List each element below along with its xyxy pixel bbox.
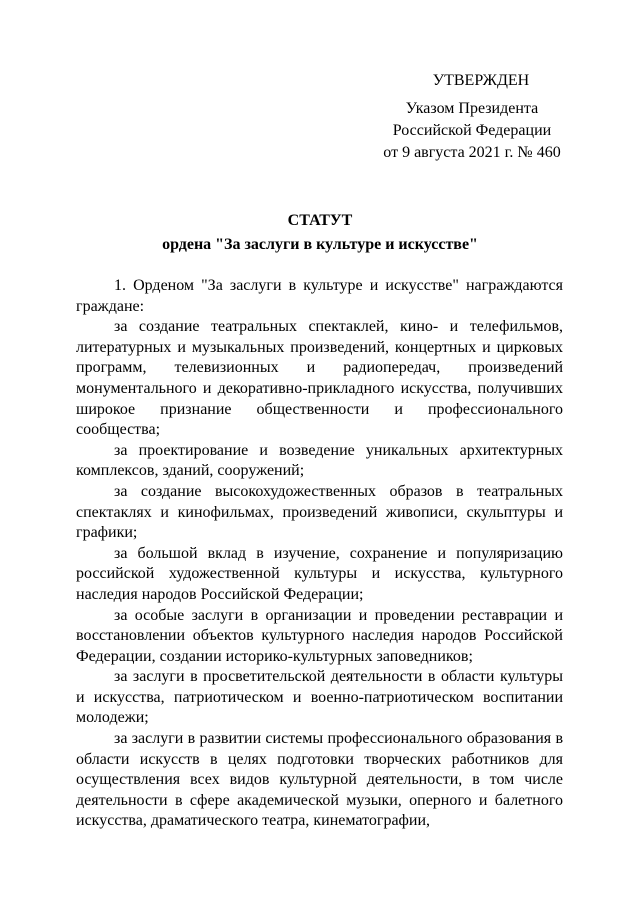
approval-heading: УТВЕРЖДЕН bbox=[432, 72, 530, 89]
paragraph-4: за создание высокохудожественных образов в театральных спектаклях и кинофильмах, произведений живописи, скульптуры и графики; bbox=[76, 482, 563, 542]
paragraph-1: 1. Орденом "За заслуги в культуре и искусстве" награждаются граждане: bbox=[76, 277, 563, 315]
paragraph-8: за заслуги в развитии системы профессионального образования в области искусств в целях подготовки творческих работников для осуществления всех видов культурной деятельности, в том числе деятельности в сфере академической музыки, оперного и балетного искусства, драматического театра, кинематографии, bbox=[76, 730, 563, 830]
approval-country-line: Российской Федерации bbox=[392, 122, 552, 139]
approval-decree-line: Указом Президента bbox=[405, 100, 539, 117]
paragraph-5: за большой вклад в изучение, сохранение и популяризацию российской художественной культуры и искусства, культурного наследия народов Российской Федерации; bbox=[76, 544, 563, 603]
paragraph-2: за создание театральных спектаклей, кино- и телефильмов, литературных и музыкальных произведений, концертных и цирковых программ, телевизионных и радиопередач, произведений монументального и декоративно-прикладного искусства, получивших широкое признание общественности и профессионального сообщества; bbox=[76, 318, 563, 439]
paragraph-7: за заслуги в просветительской деятельности в области культуры и искусства, патриотическом и военно-патриотическом воспитании молодежи; bbox=[76, 668, 563, 727]
document-title: СТАТУТ bbox=[287, 212, 353, 229]
approval-block bbox=[372, 70, 572, 164]
document-subtitle: ордена "За заслуги в культуре и искусстве" bbox=[162, 236, 478, 253]
approval-date-line: от 9 августа 2021 г. № 460 bbox=[383, 144, 561, 161]
paragraph-6: за особые заслуги в организации и проведении реставрации и восстановлении объектов культурного наследия народов Российской Федерации, создании историко-культурных заповедников; bbox=[76, 606, 563, 665]
document-body bbox=[76, 276, 563, 832]
paragraph-3: за проектирование и возведение уникальных архитектурных комплексов, зданий, сооружений; bbox=[76, 441, 563, 480]
